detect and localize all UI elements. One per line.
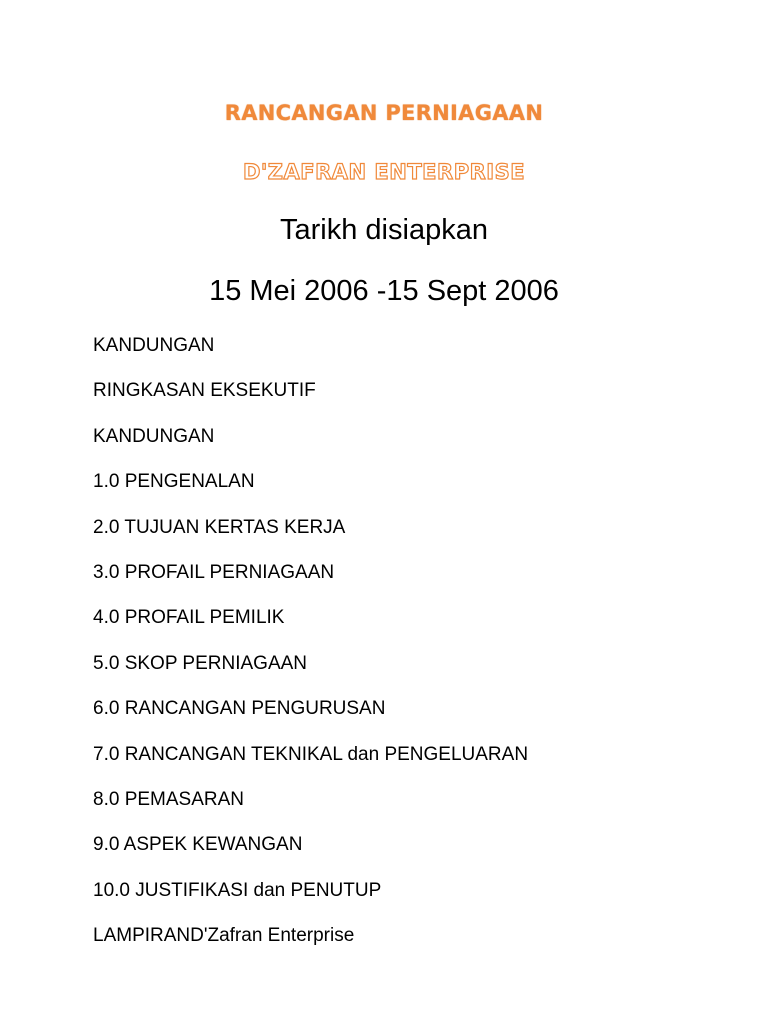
toc-item: LAMPIRAND'Zafran Enterprise	[93, 925, 355, 947]
toc-item: RINGKASAN EKSEKUTIF	[93, 380, 316, 402]
document-title: RANCANGAN PERNIAGAAN	[224, 101, 544, 125]
prepared-date-label: Tarikh disiapkan	[280, 214, 488, 246]
company-name: D'ZAFRAN ENTERPRISE	[242, 160, 526, 184]
table-of-contents	[93, 335, 528, 970]
toc-item: KANDUNGAN	[93, 335, 215, 356]
toc-item: 9.0 ASPEK KEWANGAN	[93, 834, 303, 856]
toc-item: 6.0 RANCANGAN PENGURUSAN	[93, 698, 386, 720]
toc-item: 7.0 RANCANGAN TEKNIKAL dan PENGELUARAN	[93, 743, 529, 765]
toc-item: 8.0 PEMASARAN	[93, 788, 244, 810]
prepared-date-range: 15 Mei 2006 -15 Sept 2006	[209, 275, 559, 307]
toc-item: 2.0 TUJUAN KERTAS KERJA	[93, 516, 346, 538]
toc-item: 10.0 JUSTIFIKASI dan PENUTUP	[93, 879, 382, 901]
toc-item: 3.0 PROFAIL PERNIAGAAN	[93, 561, 335, 583]
toc-item: 1.0 PENGENALAN	[93, 471, 255, 493]
toc-item: 5.0 SKOP PERNIAGAAN	[93, 652, 308, 674]
toc-item: KANDUNGAN	[93, 425, 215, 447]
toc-item: 4.0 PROFAIL PEMILIK	[93, 607, 285, 629]
